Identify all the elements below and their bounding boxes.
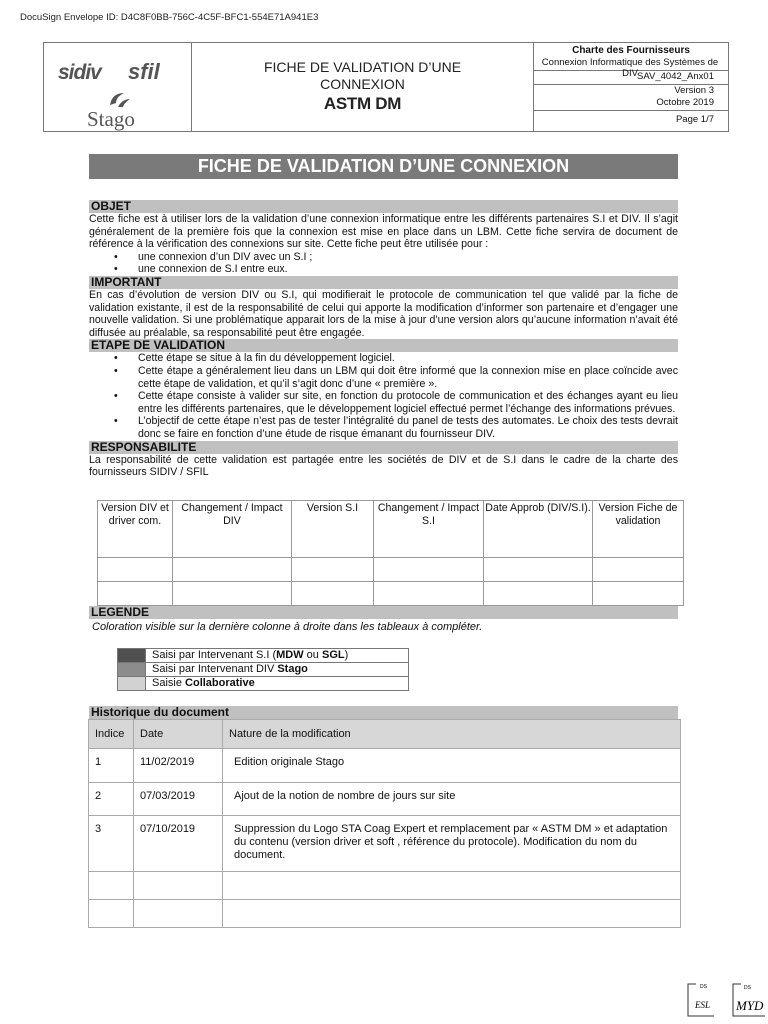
meta-reference: SAV_4042_Anx01 (534, 71, 728, 85)
history-indice: 1 (89, 749, 134, 783)
table-cell[interactable] (593, 558, 684, 582)
legend-bold: SGL (321, 649, 345, 661)
legend-row (118, 649, 409, 663)
sidiv-logo: sidiv (58, 61, 101, 84)
table-row (98, 558, 684, 582)
section-important-heading: IMPORTANT (89, 276, 678, 289)
history-date: 07/10/2019 (134, 816, 223, 872)
col-version-div: Version DIV et driver com. (98, 501, 173, 558)
meta-connexion: Connexion Informatique des Systèmes de DIV (534, 57, 728, 71)
table-row (89, 900, 681, 928)
table-row (89, 816, 681, 872)
table-cell[interactable] (223, 872, 681, 900)
legend-label (146, 663, 409, 677)
docusign-envelope-id: DocuSign Envelope ID: D4C8F0BB-756C-4C5F-BFC1-554E71A941E3 (20, 12, 319, 23)
table-cell[interactable] (134, 900, 223, 928)
table-row (89, 872, 681, 900)
initials-esl: ESL (695, 1000, 711, 1010)
important-text: En cas d’évolution de version DIV ou S.I, qui modifierait le protocole de communication tel que validé par la fiche de validation existante, il est de la responsabilité de celui qui apporte la modification d’informer son partenaire et d’engager une nouvelle validation. Si une problématique apparait lors de la mise à jour d’une version alors qu’aucune information n’avait été diffusée au préalable, sa responsabilité peut être engagée. (89, 288, 678, 339)
meta-charte: Charte des Fournisseurs (572, 45, 690, 56)
legend-text: Saisie (152, 677, 186, 689)
header-meta (534, 43, 728, 131)
section-historique-heading: Historique du document (89, 706, 678, 719)
section-etape-heading: ETAPE DE VALIDATION (89, 339, 678, 352)
history-nature: Suppression du Logo STA Coag Expert et remplacement par « ASTM DM » et adaptation du contenu (version driver et soft , référence du protocole). Modification du nom du document. (223, 816, 681, 872)
history-date: 07/03/2019 (134, 783, 223, 816)
history-nature: Ajout de la notion de nombre de jours sur site (223, 783, 681, 816)
header-title-line3: ASTM DM (323, 94, 402, 113)
list-item: • Cette étape se situe à la fin du développement logiciel. (114, 352, 678, 365)
legend-row (118, 663, 409, 677)
legend-swatch (118, 663, 146, 677)
table-cell[interactable] (98, 558, 173, 582)
section-legende-heading: LEGENDE (89, 606, 678, 619)
historique-table (88, 719, 681, 928)
table-cell[interactable] (173, 558, 292, 582)
legende-note: Coloration visible sur la dernière colonne à droite dans les tableaux à compléter. (92, 621, 483, 633)
table-cell[interactable] (593, 582, 684, 606)
ds-label: DS (700, 984, 707, 990)
col-changement-div: Changement / Impact DIV (173, 501, 292, 558)
table-cell[interactable] (223, 900, 681, 928)
initials-stamp-myd (731, 982, 767, 1018)
table-row (98, 582, 684, 606)
legend-row (118, 677, 409, 691)
table-cell[interactable] (89, 872, 134, 900)
table-cell[interactable] (98, 582, 173, 606)
col-changement-si: Changement / Impact S.I (374, 501, 484, 558)
table-cell[interactable] (292, 558, 374, 582)
header-title-line2: CONNEXION (320, 76, 405, 92)
table-cell[interactable] (484, 582, 593, 606)
list-item: • Cette étape a généralement lieu dans un LBM qui doit être informé que la connexion mise en place coïncide avec cette étape de validation, et qu’il s’agit donc d’une « première ». (114, 365, 678, 390)
table-row (89, 783, 681, 816)
meta-date: Octobre 2019 (534, 97, 728, 111)
col-date-approb: Date Approb (DIV/S.I). (484, 501, 593, 558)
objet-text: Cette fiche est à utiliser lors de la validation d’une connexion informatique entre les différents partenaires S.I et DIV. Il s’agit généralement de la première fois que la connexion est mise en place dans un LBM. Cette fiche servira de document de référence à la vérification des connexions sur site. Cette fiche peut être utilisée pour : (89, 213, 678, 251)
ds-label: DS (744, 985, 751, 991)
history-date: 11/02/2019 (134, 749, 223, 783)
legend-text: Saisi par Intervenant DIV (152, 663, 278, 675)
list-item: • Cette étape consiste à valider sur site, en fonction du protocole de communication et des échanges ayant eu lieu entre les différents partenaires, que le développement logiciel effectué permet l’échange des informations prévues. (114, 390, 678, 415)
content-sections (89, 200, 678, 479)
document-header (43, 42, 729, 132)
etape-bullets (89, 352, 678, 440)
list-item: • L’objectif de cette étape n’est pas de tester l’intégralité du panel de tests des automates. Le choix des tests devrait donc se faire en fonction d’une étude de risque émanant du fournisseur DIV. (114, 415, 678, 440)
legend-label (146, 677, 409, 691)
section-responsabilite-heading: RESPONSABILITE (89, 441, 678, 454)
table-cell[interactable] (484, 558, 593, 582)
table-cell[interactable] (374, 558, 484, 582)
table-cell[interactable] (134, 872, 223, 900)
legend-bold: Stago (277, 663, 308, 675)
list-item: • une connexion de S.I entre eux. (114, 263, 678, 276)
header-title (192, 43, 534, 131)
main-title: FICHE DE VALIDATION D’UNE CONNEXION (89, 154, 678, 179)
section-objet-heading: OBJET (89, 200, 678, 213)
table-cell[interactable] (173, 582, 292, 606)
header-title-line1: FICHE DE VALIDATION D’UNE (263, 59, 462, 75)
legend-bold: MDW (276, 649, 304, 661)
stago-logo: Stago (87, 107, 135, 131)
col-nature: Nature de la modification (223, 720, 681, 749)
legend-swatch (118, 677, 146, 691)
responsabilite-text: La responsabilité de cette validation est partagée entre les sociétés de DIV et de S.I dans le cadre de la charte des fournisseurs SIDIV / SFIL (89, 453, 678, 479)
legend-swatch (118, 649, 146, 663)
table-cell[interactable] (292, 582, 374, 606)
legend-bold: Collaborative (185, 677, 255, 689)
meta-page: Page 1/7 (675, 114, 714, 125)
col-version-si: Version S.I (292, 501, 374, 558)
sfil-logo: sfil (128, 59, 160, 84)
responsabilite-table (97, 500, 684, 606)
history-nature: Edition originale Stago (223, 749, 681, 783)
col-indice: Indice (89, 720, 134, 749)
history-indice: 3 (89, 816, 134, 872)
list-item: • une connexion d’un DIV avec un S.I ; (114, 251, 678, 264)
legend-text: ) (344, 649, 349, 661)
table-row (89, 749, 681, 783)
table-cell[interactable] (89, 900, 134, 928)
legend-label (146, 649, 409, 663)
legend-table (117, 648, 409, 691)
col-version-fiche: Version Fiche de validation (593, 501, 684, 558)
meta-version: Version 3 (674, 85, 714, 96)
header-logos (44, 43, 192, 131)
table-cell[interactable] (374, 582, 484, 606)
initials-stamp-esl (686, 982, 716, 1018)
initials-myd: MYD (736, 998, 764, 1013)
history-indice: 2 (89, 783, 134, 816)
col-date: Date (134, 720, 223, 749)
objet-bullets (89, 251, 678, 276)
legend-text: Saisi par Intervenant S.I ( (152, 649, 277, 661)
legend-text: ou (303, 649, 322, 661)
